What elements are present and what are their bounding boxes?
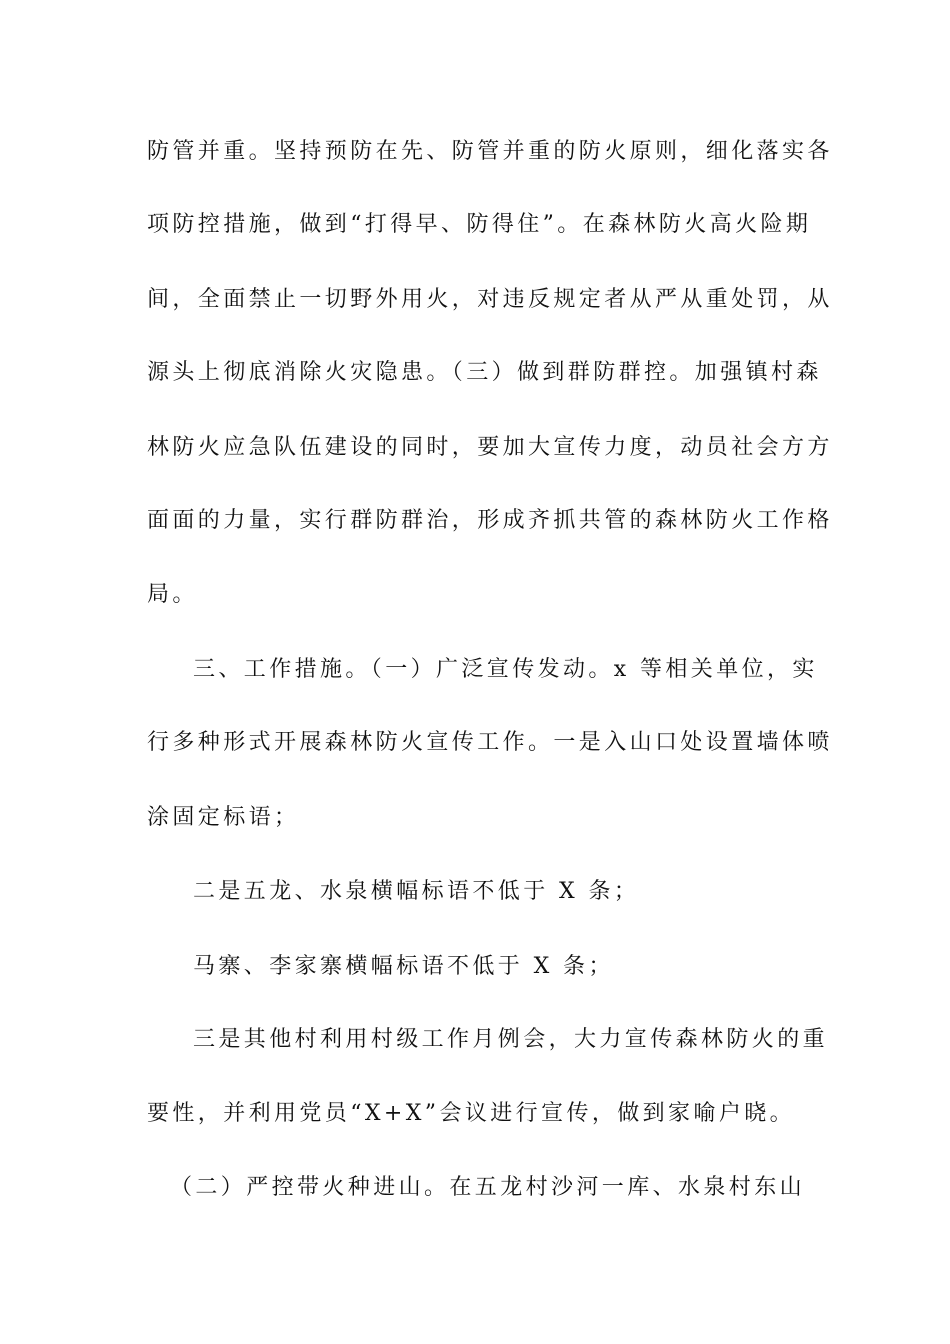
text-line: 二是五龙、水泉横幅标语不低于 X 条； bbox=[193, 879, 640, 904]
text-line: 行多种形式开展森林防火宣传工作。一是入山口处设置墙体喷 bbox=[147, 730, 833, 755]
text-line: 间，全面禁止一切野外用火，对违反规定者从严从重处罚，从 bbox=[147, 287, 833, 312]
text-line: 涂固定标语； bbox=[147, 805, 300, 830]
text-line: 三是其他村利用村级工作月例会，大力宣传森林防火的重 bbox=[193, 1027, 829, 1052]
text-line: 项防控措施，做到“打得早、防得住”。在森林防火高火险期 bbox=[147, 212, 812, 237]
text-line: 面面的力量，实行群防群治，形成齐抓共管的森林防火工作格 bbox=[147, 508, 833, 533]
text-line: 源头上彻底消除火灾隐患。（三）做到群防群控。加强镇村森 bbox=[147, 360, 822, 385]
text-line: 防管并重。坚持预防在先、防管并重的防火原则，细化落实各 bbox=[147, 139, 833, 164]
text-line: （二）严控带火种进山。在五龙村沙河一库、水泉村东山 bbox=[170, 1175, 806, 1200]
text-line: 局。 bbox=[147, 582, 198, 607]
text-line: 林防火应急队伍建设的同时，要加大宣传力度，动员社会方方 bbox=[147, 435, 833, 460]
section-heading-line: 三、工作措施。（一）广泛宣传发动。x 等相关单位，实 bbox=[193, 657, 818, 682]
text-line: 马寨、李家寨横幅标语不低于 X 条； bbox=[193, 954, 614, 979]
text-line: 要性，并利用党员“X+X”会议进行宣传，做到家喻户晓。 bbox=[147, 1101, 796, 1126]
